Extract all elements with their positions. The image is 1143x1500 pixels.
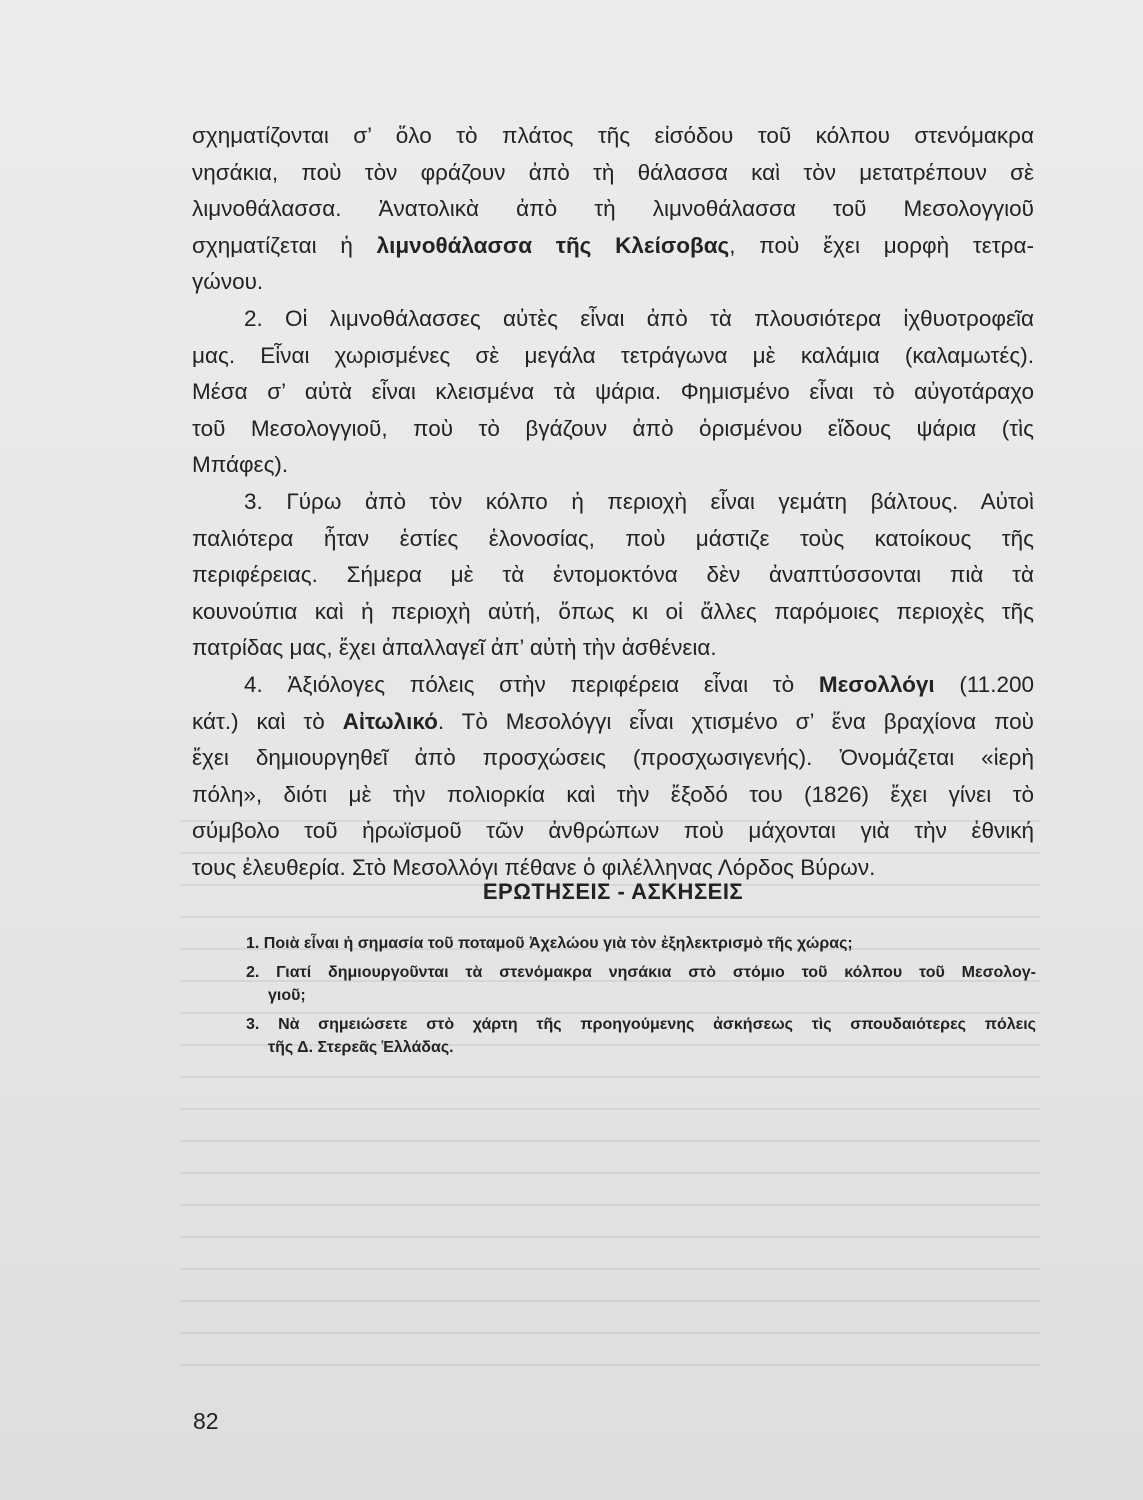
paragraph-4 — [192, 667, 1034, 887]
text-line: Μπάφες). — [192, 452, 289, 478]
question-line: 3. Νὰ σημειώσετε στὸ χάρτη τῆς προηγούμενης ἀσκήσεως τὶς σπουδαιότερες πόλεις — [246, 1016, 1036, 1033]
bold-term-mesolongi: Μεσολλόγι — [818, 671, 935, 697]
question-2 — [246, 961, 1036, 1007]
bold-term-kleisova: λιμνοθάλασσα τῆς Κλείσοβας — [376, 232, 730, 258]
text-line: μας. Εἶναι χωρισμένες σὲ μεγάλα τετράγωνα μὲ καλάμια (καλαμωτές). — [192, 342, 1034, 368]
body-text — [192, 118, 1034, 886]
text-line: 3. Γύρω ἀπὸ τὸν κόλπο ἡ περιοχὴ εἶναι γεμάτη βάλτους. Αὐτοὶ — [244, 488, 1034, 514]
bold-term-aitoliko: Αἰτωλικό — [342, 708, 438, 734]
text-line: κάτ.) καὶ τὸ Αἰτωλικό. Τὸ Μεσολόγγι εἶναι χτισμένο σ’ ἕνα βραχίονα ποὺ — [192, 708, 1034, 734]
text-line: τοῦ Μεσολογγιοῦ, ποὺ τὸ βγάζουν ἀπὸ ὁρισμένου εἴδους ψάρια (τὶς — [192, 415, 1034, 441]
text-line: 2. Οἱ λιμνοθάλασσες αὐτὲς εἶναι ἀπὸ τὰ πλουσιότερα ἰχθυοτροφεῖα — [244, 305, 1034, 331]
text-line: περιφέρειας. Σήμερα μὲ τὰ ἐντομοκτόνα δὲν ἀναπτύσσονται πιὰ τὰ — [192, 562, 1034, 588]
question-line: γιοῦ; — [268, 987, 306, 1004]
text-line: σύμβολο τοῦ ἡρωϊσμοῦ τῶν ἀνθρώπων ποὺ μάχονται γιὰ τὴν ἐθνική — [192, 818, 1034, 844]
paragraph-intro — [192, 118, 1034, 301]
text-line: νησάκια, ποὺ τὸν φράζουν ἀπὸ τὴ θάλασσα καὶ τὸν μετατρέπουν σὲ — [192, 159, 1034, 185]
text-line: 4. Ἀξιόλογες πόλεις στὴν περιφέρεια εἶναι τὸ Μεσολλόγι (11.200 — [244, 671, 1034, 697]
exercises-list — [246, 932, 1036, 1065]
text-line: Μέσα σ’ αὐτὰ εἶναι κλεισμένα τὰ ψάρια. Φημισμένο εἶναι τὸ αὐγοτάραχο — [192, 379, 1034, 405]
text-line: παλιότερα ἦταν ἑστίες ἑλονοσίας, ποὺ μάστιζε τοὺς κατοίκους τῆς — [192, 525, 1034, 551]
paragraph-3 — [192, 484, 1034, 667]
question-3 — [246, 1013, 1036, 1059]
question-1 — [246, 932, 1036, 955]
question-line: 2. Γιατί δημιουργοῦνται τὰ στενόμακρα νησάκια στὸ στόμιο τοῦ κόλπου τοῦ Μεσολογ- — [246, 964, 1036, 981]
text-line: γώνου. — [192, 269, 264, 295]
question-line: τῆς Δ. Στερεᾶς Ἑλλάδας. — [268, 1039, 454, 1056]
text-line: ἔχει δημιουργηθεῖ ἀπὸ προσχώσεις (προσχωσιγενής). Ὀνομάζεται «ἱερὴ — [192, 745, 1034, 771]
text-line: σχηματίζεται ἡ λιμνοθάλασσα τῆς Κλείσοβας, ποὺ ἔχει μορφὴ τετρα- — [192, 232, 1034, 258]
page-number: 82 — [193, 1408, 219, 1434]
text-line: τους ἐλευθερία. Στὸ Μεσολλόγι πέθανε ὁ φιλέλληνας Λόρδος Βύρων. — [192, 854, 876, 880]
text-line: σχηματίζονται σ’ ὅλο τὸ πλάτος τῆς εἰσόδου τοῦ κόλπου στενόμακρα — [192, 123, 1034, 148]
question-line: 1. Ποιὰ εἶναι ἡ σημασία τοῦ ποταμοῦ Ἀχελώου γιὰ τὸν ἐξηλεκτρισμὸ τῆς χώρας; — [246, 935, 853, 952]
text-line: πόλη», διότι μὲ τὴν πολιορκία καὶ τὴν ἔξοδό του (1826) ἔχει γίνει τὸ — [192, 781, 1034, 807]
text-line: πατρίδας μας, ἔχει ἀπαλλαγεῖ ἀπ’ αὐτὴ τὴν ἀσθένεια. — [192, 635, 717, 661]
text-line: κουνούπια καὶ ἡ περιοχὴ αὐτή, ὅπως κι οἱ ἄλλες παρόμοιες περιοχὲς τῆς — [192, 598, 1034, 624]
paragraph-2 — [192, 301, 1034, 484]
text-line: λιμνοθάλασσα. Ἀνατολικὰ ἀπὸ τὴ λιμνοθάλασσα τοῦ Μεσολογγιοῦ — [192, 196, 1034, 222]
exercises-title: ΕΡΩΤΗΣΕΙΣ - ΑΣΚΗΣΕΙΣ — [482, 879, 744, 904]
